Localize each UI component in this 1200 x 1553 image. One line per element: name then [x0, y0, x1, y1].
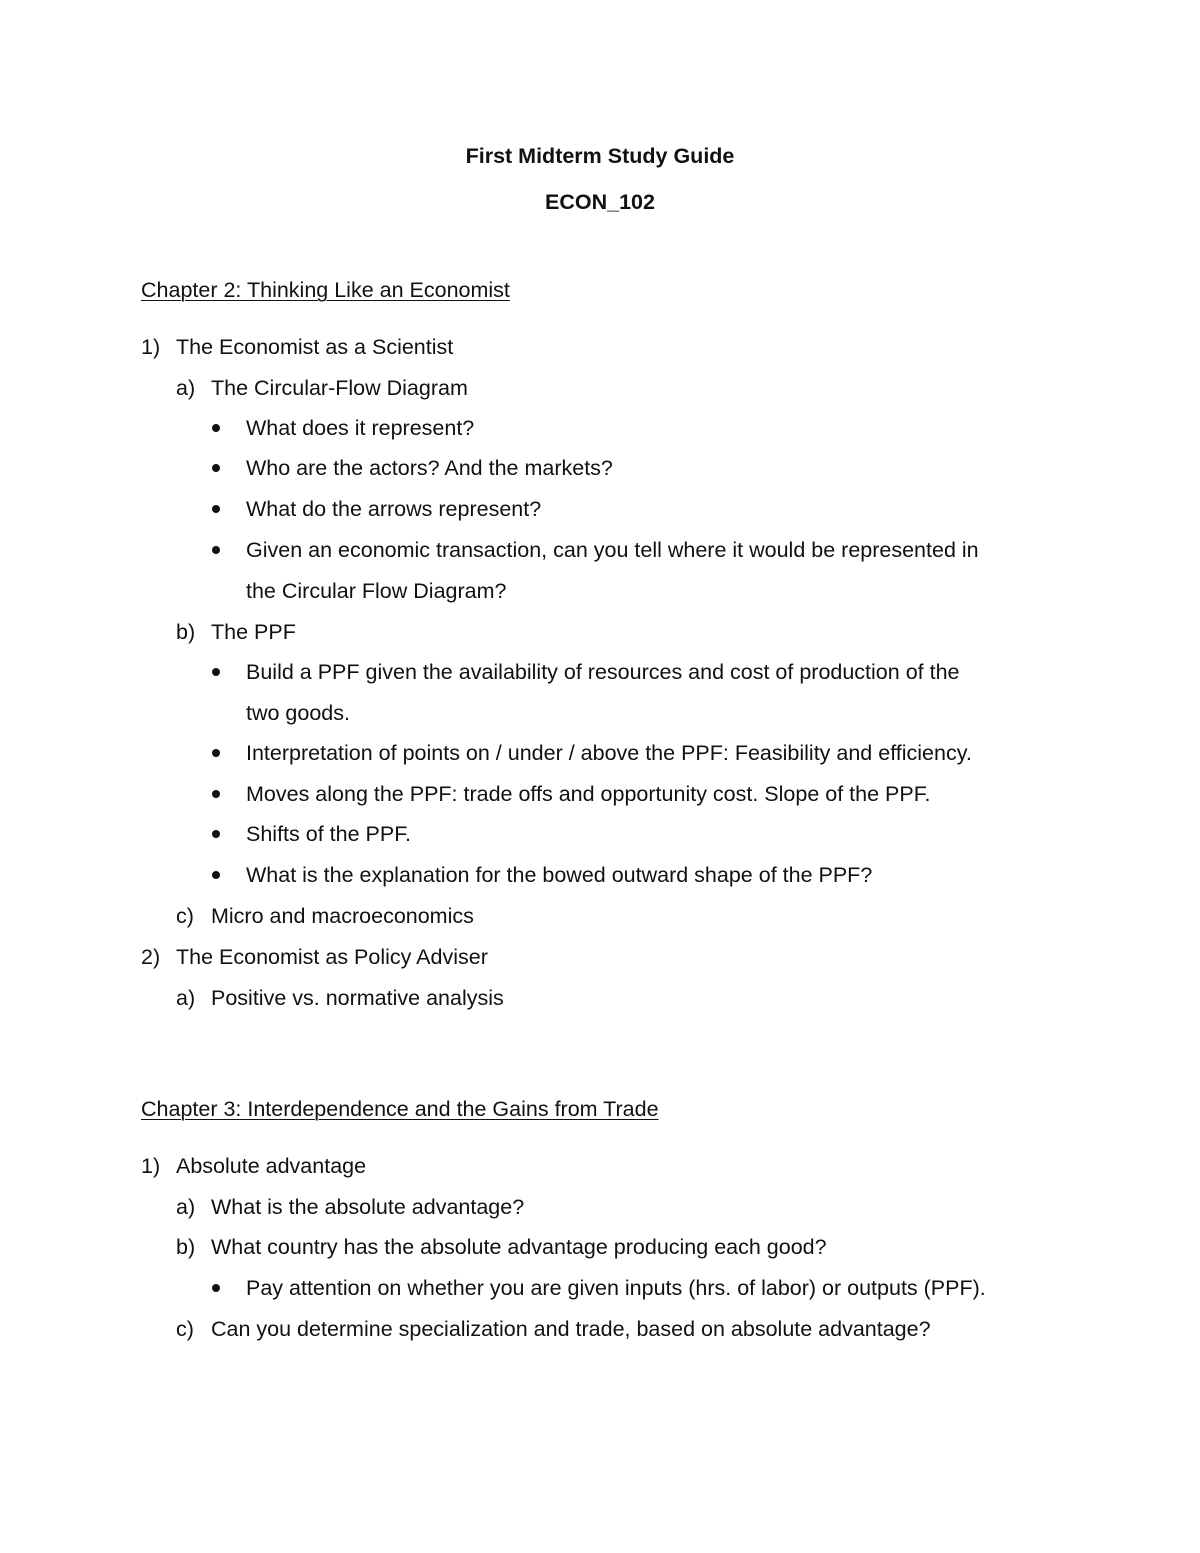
subsection-label: The Circular-Flow Diagram: [211, 376, 468, 400]
subsection-letter: a): [176, 986, 196, 1010]
bullet-icon: [212, 1284, 220, 1292]
subsection-letter: b): [176, 1235, 196, 1259]
bullet-icon: [212, 424, 220, 432]
subsection-label: Can you determine specialization and trade, based on absolute advantage?: [211, 1317, 931, 1341]
section-label: The Economist as a Scientist: [176, 335, 454, 359]
bullet-item: What is the explanation for the bowed outward shape of the PPF?: [246, 863, 873, 887]
course-code: ECON_102: [545, 190, 655, 214]
subsection-label: What country has the absolute advantage producing each good?: [211, 1235, 827, 1259]
bullet-icon: [212, 546, 220, 554]
section-number: 1): [141, 335, 161, 359]
bullet-icon: [212, 749, 220, 757]
bullet-icon: [212, 830, 220, 838]
subsection-letter: a): [176, 376, 196, 400]
document-title: First Midterm Study Guide: [465, 144, 735, 168]
subsection-letter: c): [176, 904, 194, 928]
bullet-item-continuation: the Circular Flow Diagram?: [246, 579, 507, 603]
subsection-letter: c): [176, 1317, 194, 1341]
bullet-icon: [212, 464, 220, 472]
subsection-label: Positive vs. normative analysis: [211, 986, 504, 1010]
section-number: 1): [141, 1154, 161, 1178]
bullet-item: What does it represent?: [246, 416, 475, 440]
subsection-label: The PPF: [211, 620, 296, 644]
bullet-item: Pay attention on whether you are given inputs (hrs. of labor) or outputs (PPF).: [246, 1276, 986, 1300]
chapter-3-heading: Chapter 3: Interdependence and the Gains from Trade: [141, 1097, 659, 1121]
bullet-item-continuation: two goods.: [246, 701, 350, 725]
section-label: The Economist as Policy Adviser: [176, 945, 488, 969]
subsection-label: Micro and macroeconomics: [211, 904, 474, 928]
bullet-item: What do the arrows represent?: [246, 497, 542, 521]
bullet-item: Given an economic transaction, can you tell where it would be represented in: [246, 538, 979, 562]
subsection-letter: b): [176, 620, 196, 644]
bullet-icon: [212, 505, 220, 513]
section-label: Absolute advantage: [176, 1154, 367, 1178]
bullet-item: Moves along the PPF: trade offs and opportunity cost. Slope of the PPF.: [246, 782, 931, 806]
bullet-icon: [212, 790, 220, 798]
chapter-2-heading: Chapter 2: Thinking Like an Economist: [141, 278, 510, 302]
bullet-item: Interpretation of points on / under / above the PPF: Feasibility and efficiency.: [246, 741, 972, 765]
section-number: 2): [141, 945, 161, 969]
bullet-item: Who are the actors? And the markets?: [246, 456, 613, 480]
bullet-icon: [212, 668, 220, 676]
bullet-item: Build a PPF given the availability of resources and cost of production of the: [246, 660, 960, 684]
subsection-label: What is the absolute advantage?: [211, 1195, 525, 1219]
bullet-item: Shifts of the PPF.: [246, 822, 411, 846]
subsection-letter: a): [176, 1195, 196, 1219]
bullet-icon: [212, 871, 220, 879]
